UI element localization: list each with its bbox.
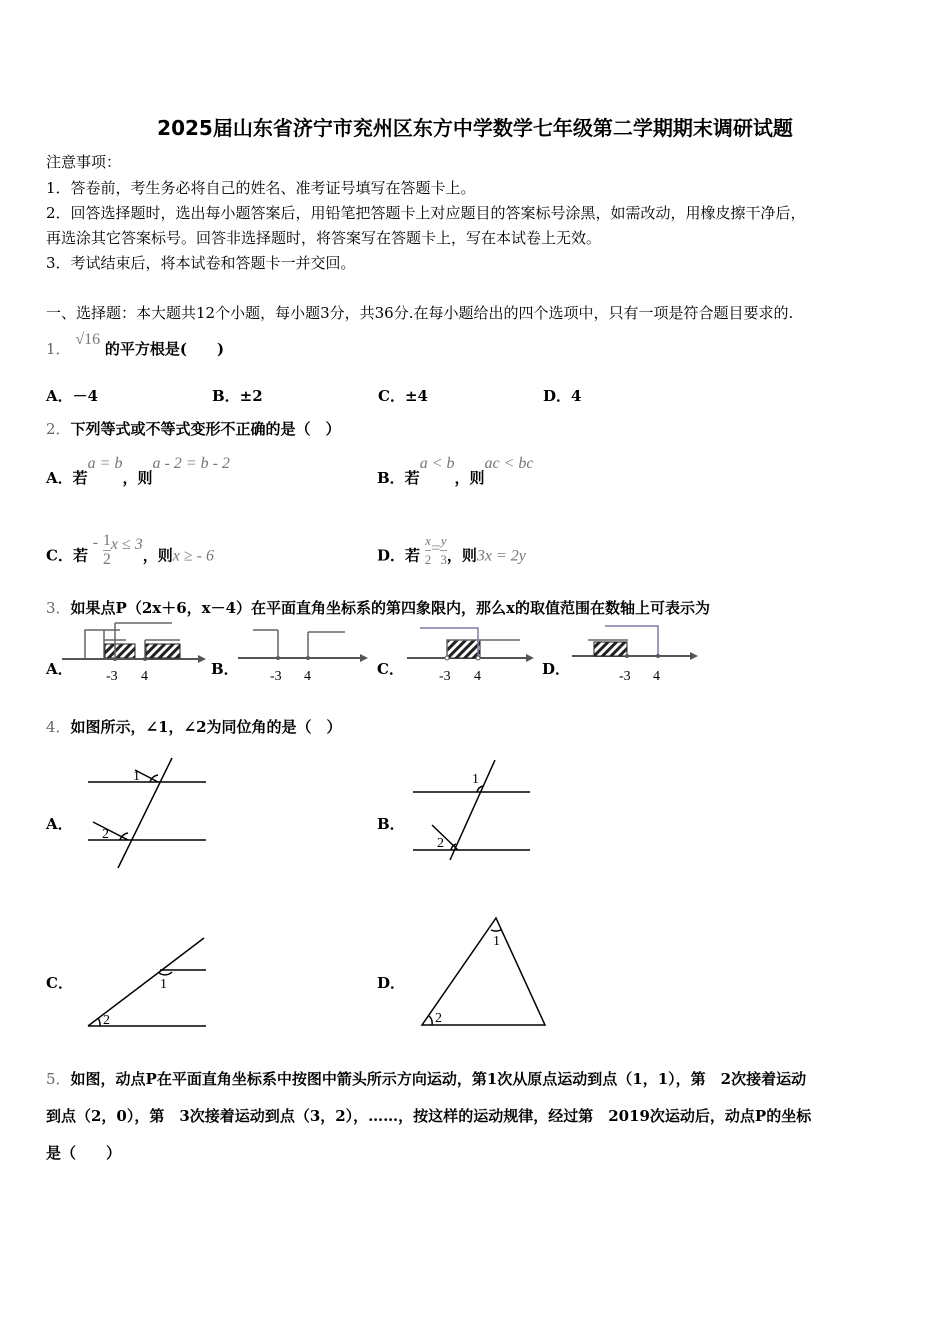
option-label: C．若 <box>46 546 88 565</box>
question-text: 下列等式或不等式变形不正确的是（ ） <box>70 420 341 438</box>
q4-option-a: A． <box>46 815 73 833</box>
angle-label: 2 <box>103 1013 110 1028</box>
angle-figures <box>0 750 950 1040</box>
option-text: ，则 <box>446 546 477 565</box>
angle-label: 1 <box>160 977 167 992</box>
math-expr: 3x = 2y <box>476 547 526 565</box>
question-text: 是（ ） <box>46 1144 122 1162</box>
q4-option-b: B． <box>377 815 405 833</box>
question-number: 3． <box>46 599 71 617</box>
q2-option-d <box>377 533 526 575</box>
angle-label: 2 <box>102 827 109 842</box>
option-text: ，则 <box>142 546 173 565</box>
notice-item: 2．回答选择题时，选出每小题答案后，用铅笔把答题卡上对应题目的答案标号涂黑，如需改动，用橡皮擦干净后， <box>46 204 806 222</box>
tick-label: 4 <box>141 669 148 684</box>
q3-option-d: D． <box>542 660 571 678</box>
tick-label: -3 <box>619 669 631 684</box>
question-text: 到点（2，0），第 3次接着运动到点（3，2），……，按这样的运动规律，经过第 2019次运动后，动点P的坐标 <box>46 1107 812 1125</box>
q1-option-d: D．4 <box>543 387 582 405</box>
denominator: 2 <box>102 551 111 568</box>
numerator: 1 <box>102 532 111 549</box>
math-expr: a = b <box>87 455 123 472</box>
tick-label: 4 <box>304 669 311 684</box>
q4-option-c: C． <box>46 974 73 992</box>
figure-a <box>88 758 206 868</box>
angle-label: 1 <box>472 772 479 787</box>
math-expr: x ≤ 3 <box>110 535 143 553</box>
number-line-figures <box>0 620 950 690</box>
q3-option-a: A． <box>46 660 73 678</box>
page-title: 2025届山东省济宁市兖州区东方中学数学七年级第二学期期末调研试题 <box>157 116 793 140</box>
q5 <box>46 1068 806 1089</box>
question-text: 如图，动点P在平面直角坐标系中按图中箭头所示方向运动，第1次从原点运动到点（1，1），第 2次接着运动 <box>70 1070 807 1088</box>
section-heading: 一、选择题：本大题共12个小题，每小题3分，共36分.在每小题给出的四个选项中，只有一项是符合题目要求的. <box>46 304 794 322</box>
numerator: y <box>440 532 447 551</box>
q4-option-d: D． <box>377 974 406 992</box>
denominator: 2 <box>424 552 432 567</box>
denominator: 3 <box>440 552 447 567</box>
math-expr: x ≥ - 6 <box>172 547 214 565</box>
q1 <box>46 331 225 359</box>
q1-option-a: A．－4 <box>46 387 99 405</box>
q1-option-c: C．±4 <box>378 387 428 405</box>
question-number: 4． <box>46 718 71 736</box>
option-label: A．若 <box>46 469 88 487</box>
fraction <box>103 532 111 569</box>
shaded-region <box>105 644 135 658</box>
tick-label: -3 <box>106 669 118 684</box>
option-text: ，则 <box>454 469 485 487</box>
q3-option-c: C． <box>377 660 404 678</box>
math-expr: ac < bc <box>484 455 534 472</box>
figure-d <box>422 918 545 1025</box>
question-number: 5． <box>46 1070 71 1088</box>
notice-item: 3．考试结束后，将本试卷和答题卡一并交回。 <box>46 254 356 272</box>
q3 <box>46 597 710 618</box>
question-number: 2． <box>46 420 71 438</box>
option-label: D．若 <box>377 546 421 565</box>
tick-label: -3 <box>270 669 282 684</box>
math-expr: = <box>431 539 441 557</box>
number-line-a <box>62 623 206 684</box>
q2-option-a <box>46 452 230 487</box>
math-expr: - <box>92 533 99 551</box>
question-text: 如果点P（2x＋6，x－4）在平面直角坐标系的第四象限内，那么x的取值范围在数轴上可表示为 <box>70 599 710 617</box>
notice-heading: 注意事项： <box>46 153 122 171</box>
angle-label: 1 <box>493 934 500 949</box>
number-line-d <box>572 626 698 684</box>
numerator: x <box>425 532 432 551</box>
angle-label: 2 <box>435 1011 442 1026</box>
q4 <box>46 716 342 737</box>
question-text: 的平方根是( ) <box>104 340 225 358</box>
notice-item: 再选涂其它答案标号。回答非选择题时，将答案写在答题卡上，写在本试卷上无效。 <box>46 229 602 247</box>
q2-option-c <box>46 532 214 575</box>
tick-label: -3 <box>439 669 451 684</box>
tick-label: 4 <box>653 669 660 684</box>
number-line-b <box>238 630 368 684</box>
number-line-c <box>407 628 534 684</box>
math-expr: a - 2 = b - 2 <box>152 455 230 472</box>
question-number: 1． <box>46 340 71 358</box>
shaded-region <box>594 642 627 656</box>
q3-option-b: B． <box>211 660 239 678</box>
q1-option-b: B．±2 <box>212 387 263 405</box>
question-text: 如图所示，∠1，∠2为同位角的是（ ） <box>70 718 342 736</box>
q2-option-b <box>377 452 534 487</box>
option-label: B．若 <box>377 469 420 487</box>
option-text: ，则 <box>122 469 153 487</box>
angle-label: 2 <box>437 836 444 851</box>
fraction <box>440 532 447 569</box>
q2 <box>46 418 341 439</box>
radical-16: √16 <box>75 331 101 348</box>
angle-label: 1 <box>133 769 140 784</box>
shaded-region <box>447 640 480 658</box>
notice-item: 1．答卷前，考生务必将自己的姓名、准考证号填写在答题卡上。 <box>46 179 476 197</box>
tick-label: 4 <box>474 669 481 684</box>
math-expr: a < b <box>419 455 455 472</box>
